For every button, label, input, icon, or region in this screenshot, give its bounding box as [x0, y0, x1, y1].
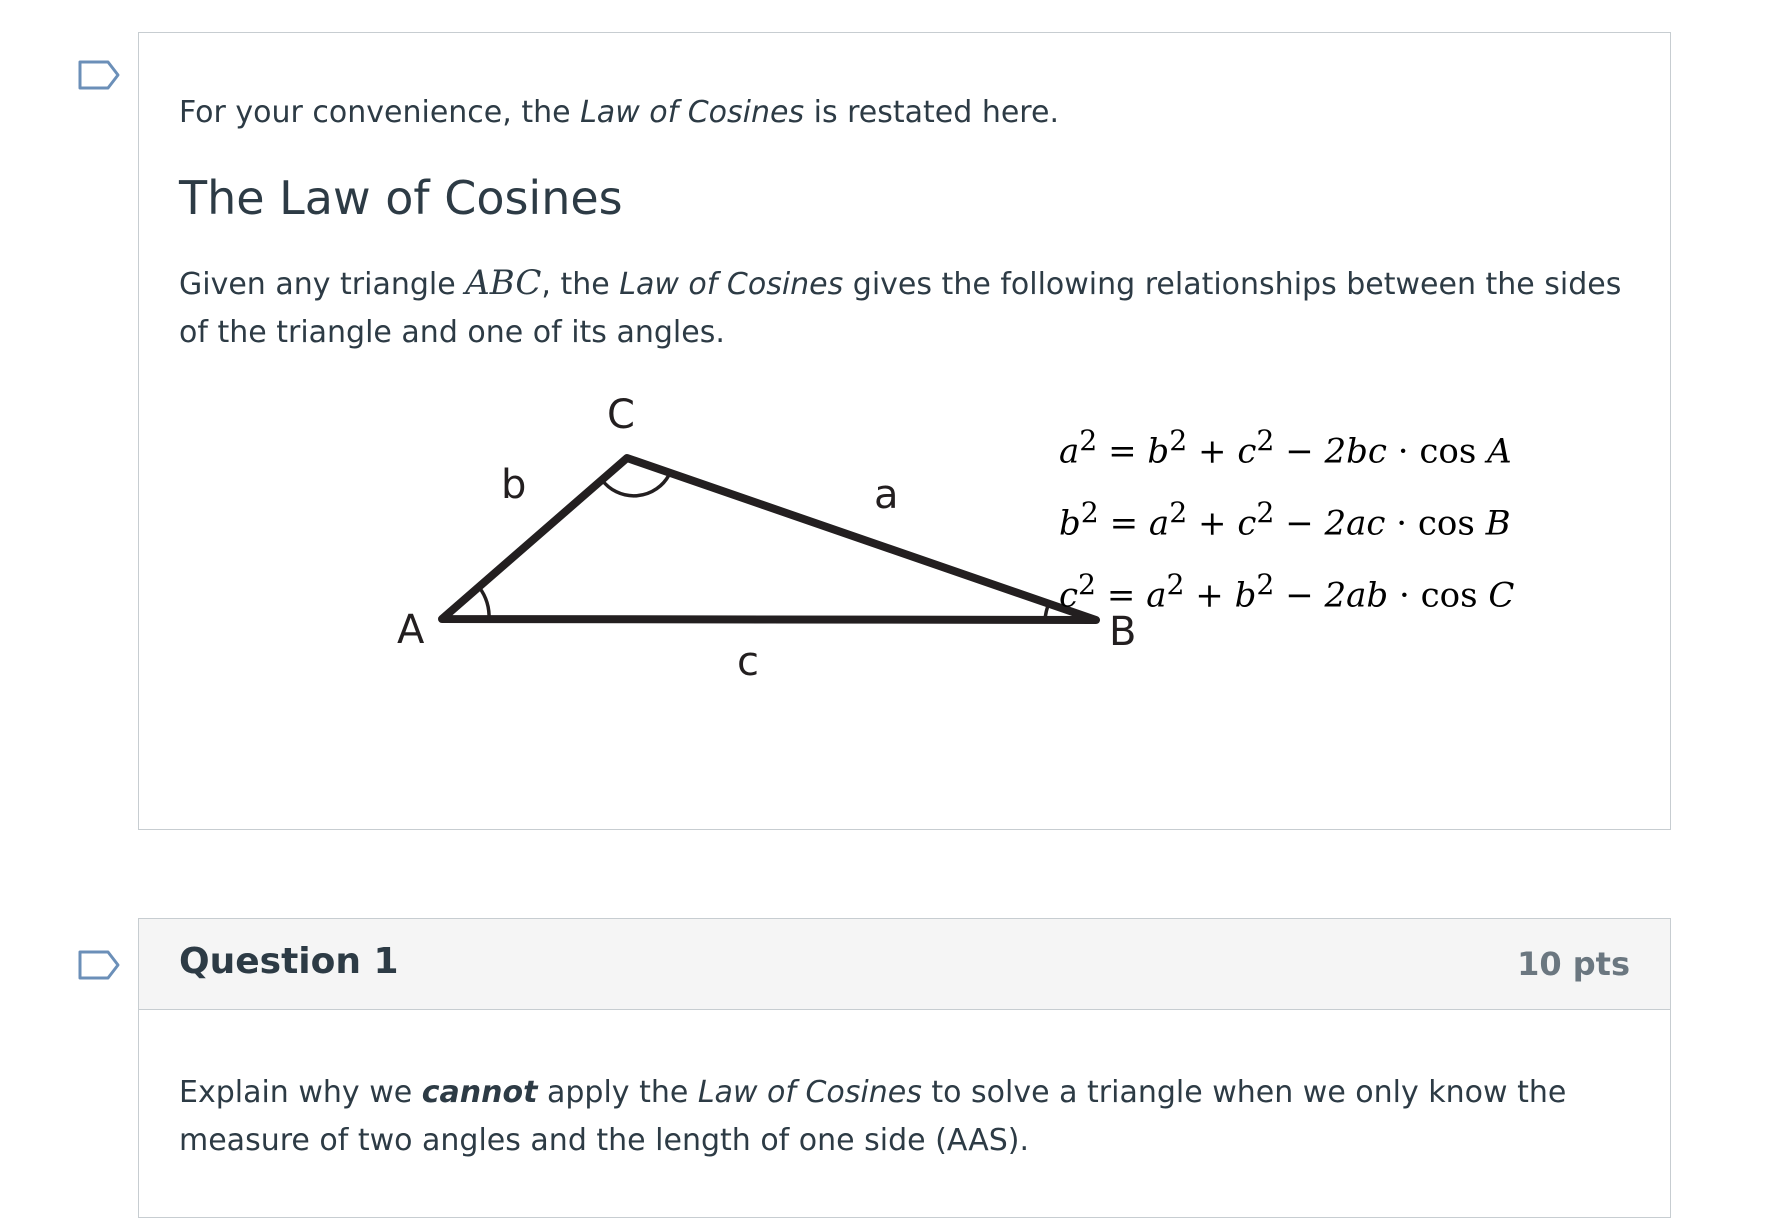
question-text-part: apply the: [537, 1075, 698, 1110]
vertex-label-a: A: [397, 607, 425, 653]
formula-term: a: [1059, 431, 1080, 472]
question-header: [139, 919, 1670, 1010]
angle-arc-a: [479, 587, 489, 620]
formula-term: a: [1148, 503, 1170, 544]
question-points: 10 pts: [1517, 945, 1630, 983]
description-part: Given any triangle: [179, 267, 466, 302]
vertex-label-b: B: [1109, 609, 1137, 655]
triangle-diagram: [229, 373, 1149, 703]
formula-term: b: [1059, 503, 1081, 544]
formula-term: b: [1234, 575, 1257, 616]
triangle-outline: [442, 458, 1096, 620]
description: [179, 259, 1629, 357]
formula-angle: A: [1487, 431, 1512, 472]
formula-row: $b^2 = a^2 + c^2 - 2ac \cdot \cos B$: [1059, 496, 1511, 544]
formula-row: $a^2 = b^2 + c^2 - 2bc \cdot \cos A$: [1059, 424, 1512, 472]
intro-text-part: For your convenience, the: [179, 95, 581, 130]
flag-icon: [78, 60, 120, 90]
flag-icon: [78, 950, 120, 980]
intro-text-part: is restated here.: [804, 95, 1059, 130]
side-label-b: b: [501, 462, 527, 508]
description-part: gives the following relationships between the sides of the triangle and one of its angles.: [179, 267, 1622, 350]
formula-term: c: [1237, 503, 1257, 544]
vertex-label-c: C: [607, 392, 635, 438]
description-part: , the: [541, 267, 620, 302]
intro-text: [179, 95, 1059, 130]
formula-term: c: [1059, 575, 1079, 616]
side-label-c: c: [737, 639, 759, 685]
description-emphasis: Law of Cosines: [619, 267, 844, 302]
section-title: The Law of Cosines: [179, 171, 623, 225]
formula-term: b: [1147, 431, 1170, 472]
flag-question-button[interactable]: [78, 950, 120, 980]
formula-angle: C: [1488, 575, 1515, 616]
question-title: Question 1: [179, 941, 399, 982]
question-card: [138, 918, 1671, 1218]
question-emphasis: Law of Cosines: [697, 1075, 922, 1110]
formula-row: $c^2 = a^2 + b^2 - 2ab \cdot \cos C$: [1059, 568, 1515, 616]
question-text-part: Explain why we: [179, 1075, 422, 1110]
formula-angle: B: [1485, 503, 1511, 544]
intro-emphasis: Law of Cosines: [580, 95, 805, 130]
info-card: [138, 32, 1671, 830]
formula-coefficient: 2ab: [1324, 575, 1389, 616]
formula-coefficient: 2bc: [1324, 431, 1387, 472]
triangle-name-math: ABC: [465, 263, 542, 303]
question-text: [179, 1069, 1629, 1165]
formula-list: [1059, 405, 1514, 621]
formula-term: c: [1237, 431, 1257, 472]
question-strong-emphasis: cannot: [421, 1075, 538, 1110]
formula-coefficient: 2ac: [1324, 503, 1386, 544]
side-label-a: a: [874, 472, 899, 518]
question-text-part: to solve a triangle when we only know the measure of two angles and the length of one side (AAS).: [179, 1075, 1567, 1158]
angle-arc-c: [602, 475, 669, 496]
flag-question-button[interactable]: [78, 60, 120, 90]
formula-term: a: [1146, 575, 1167, 616]
